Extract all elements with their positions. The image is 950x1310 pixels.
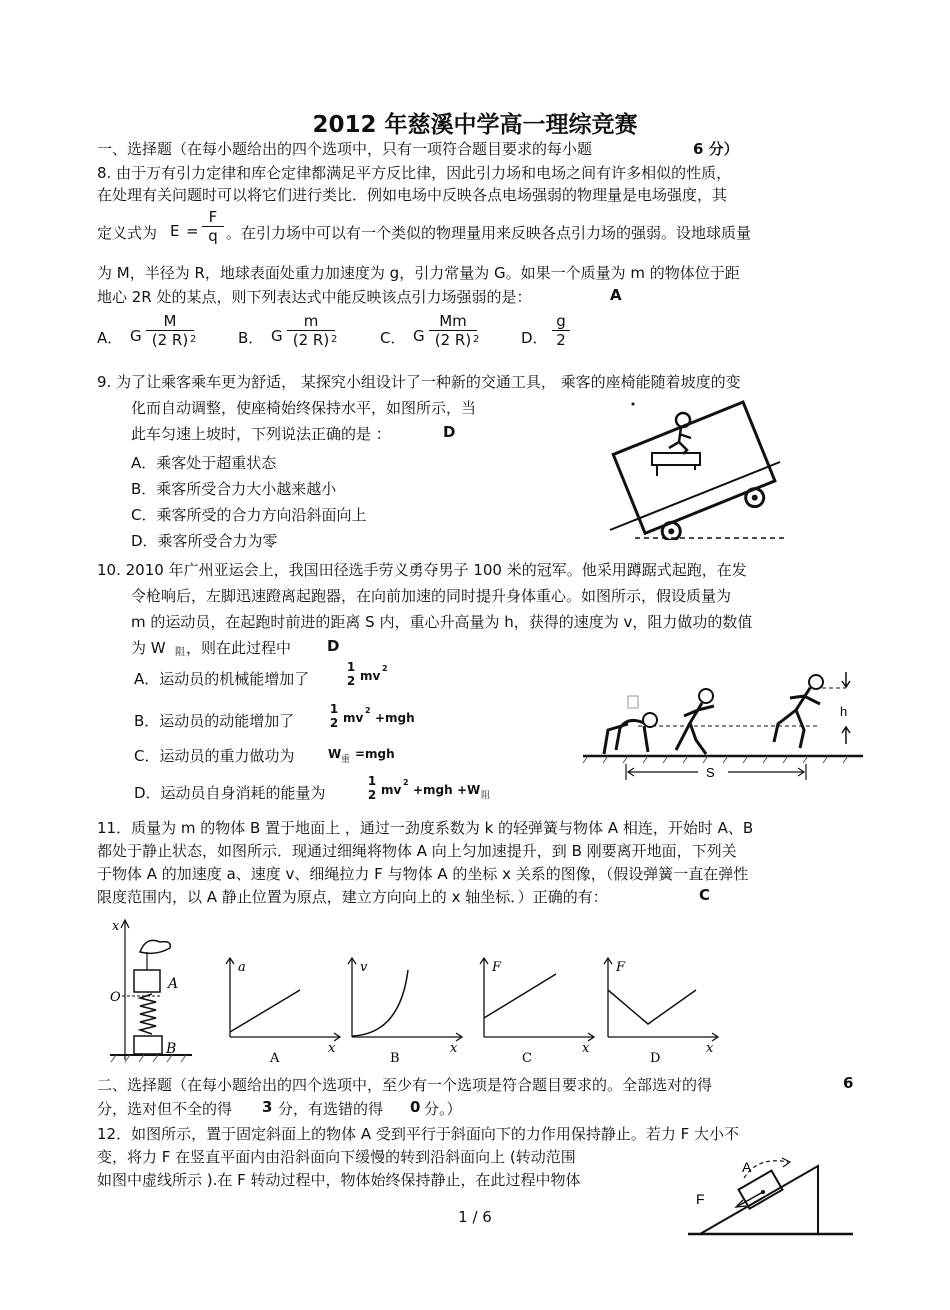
q10-line4-sub: 阻: [175, 647, 185, 658]
q10-option-d: D．运动员自身消耗的能量为: [134, 784, 326, 802]
q10-d-half-den: 2: [367, 788, 377, 802]
q8-option-b-num: m: [303, 312, 319, 330]
q8-option-a-label: A．: [97, 329, 123, 347]
section1-heading: 一、选择题（在每小题给出的四个选项中，只有一项符合题目要求的每小题: [97, 140, 593, 158]
q11-fig-x: x: [112, 919, 120, 934]
section2-line2-a: 分，选对但不全的得: [97, 1100, 233, 1118]
q9-line2: 化而自动调整，使座椅始终保持水平，如图所示，当: [131, 399, 477, 417]
q8-line2: 在处理有关问题时可以将它们进行类比．例如电场中反映各点电场强弱的物理量是电场强度，其: [97, 186, 728, 204]
section2-line1: 二、选择题（在每小题给出的四个选项中，至少有一个选项是符合题目要求的。全部选对的得: [97, 1076, 713, 1094]
q10-line4-a: 为 W: [131, 639, 166, 657]
q12-line2: 变，将力 F 在竖直平面内由沿斜面向下缓慢的转到沿斜面向上 (转动范围: [97, 1148, 576, 1166]
q10-answer: D: [327, 637, 340, 655]
q10-option-b-sq: 2: [365, 706, 371, 715]
q10-option-c-sub: 重: [341, 755, 351, 765]
q10-b-half-num: 1: [329, 702, 339, 716]
q10-line2: 令枪响后，左脚迅速蹬离起跑器，在向前加速的同时提升身体重心。如图所示，假设质量为: [131, 587, 732, 605]
q8-F: F: [208, 208, 218, 226]
q8-line4: 为 M，半径为 R，地球表面处重力加速度为 g，引力常量为 G。如果一个质量为 m 的物体位于距: [97, 264, 740, 282]
q10-option-d-sq: 2: [403, 778, 409, 787]
q9-line1: 9. 为了让乘客乘车更为舒适， 某探究小组设计了一种新的交通工具， 乘客的座椅能随着坡度的变: [97, 373, 741, 391]
q8-option-c-den: (2 R): [434, 331, 472, 349]
q9-option-c: C．乘客所受的合力方向沿斜面向上: [131, 506, 367, 524]
q10-option-c-mgh: =mgh: [355, 747, 395, 761]
q10-option-a: A．运动员的机械能增加了: [134, 670, 310, 688]
q10-option-a-half: [345, 660, 357, 688]
q11-graph-c-xlabel: x: [582, 1041, 590, 1056]
q9-option-d: D．乘客所受合力为零: [131, 532, 278, 550]
q8-option-d-label: D．: [521, 329, 548, 347]
q8-line5: 地心 2R 处的某点，则下列表达式中能反映该点引力场强弱的是：: [97, 288, 532, 306]
q11-graph-d: [596, 952, 726, 1067]
q8-option-b-exp: 2: [331, 334, 338, 345]
section2-score-full: 6: [843, 1074, 854, 1092]
q10-b-half-den: 2: [329, 716, 339, 730]
q10-option-b-mv: mv: [343, 711, 364, 725]
q8-option-a-den: (2 R): [151, 331, 189, 349]
q8-option-a-G: G: [130, 327, 142, 345]
section2-line2-b: 分，有选错的得: [278, 1100, 384, 1118]
q11-graph-b-xlabel: x: [450, 1041, 458, 1056]
q8-option-b-frac: [287, 312, 338, 349]
page-number: 1 / 6: [458, 1208, 492, 1226]
q11-figure-spring: [100, 912, 200, 1067]
q11-line1: 11．质量为 m 的物体 B 置于地面上 ，通过一劲度系数为 k 的轻弹簧与物体 A 相连，开始时 A、B: [97, 819, 754, 837]
q10-a-half-den: 2: [346, 674, 356, 688]
q8-option-c-G: G: [413, 327, 425, 345]
q8-option-b-den: (2 R): [292, 331, 330, 349]
q11-graph-b: [340, 952, 470, 1067]
q10-option-b-half: [328, 702, 340, 730]
q11-fig-O: O: [110, 990, 121, 1005]
q11-line4: 限度范围内，以 A 静止位置为原点，建立方向向上的 x 轴坐标．）正确的有：: [97, 888, 608, 906]
q9-answer: D: [443, 423, 456, 441]
q9-figure-car-on-slope: [595, 390, 795, 540]
q8-eq: =: [186, 222, 199, 240]
q9-option-b: B．乘客所受合力大小越来越小: [131, 480, 337, 498]
q8-option-a-num: M: [163, 312, 177, 330]
q8-q: q: [208, 227, 218, 245]
q10-option-a-mv: mv: [360, 669, 381, 683]
q10-fig-S: S: [706, 765, 715, 780]
q10-line4-b: ，则在此过程中: [186, 639, 292, 657]
q12-fig-A: A: [742, 1159, 752, 1175]
q11-graph-c-ylabel: F: [492, 960, 502, 975]
q11-line3: 于物体 A 的加速度 a、速度 v、细绳拉力 F 与物体 A 的坐标 x 关系的图像，（假设弹簧一直在弹性: [97, 865, 749, 883]
q8-option-b-G: G: [271, 327, 283, 345]
q8-option-c-frac: [429, 312, 480, 349]
section2-line2-c: 分。）: [424, 1100, 462, 1118]
q11-graph-d-ylabel: F: [616, 960, 626, 975]
q8-option-a-frac: [146, 312, 197, 349]
q11-graph-c-caption: C: [522, 1051, 532, 1066]
q11-graph-a-caption: A: [270, 1051, 280, 1066]
q10-figure-sprinter: [578, 668, 868, 788]
q10-line1: 10. 2010 年广州亚运会上，我国田径选手劳义勇夺男子 100 米的冠军。他采用蹲踞式起跑，在发: [97, 561, 747, 579]
q8-answer: A: [610, 286, 622, 304]
q11-answer: C: [699, 886, 711, 904]
q10-option-c: C．运动员的重力做功为: [134, 747, 295, 765]
q12-fig-F: F: [696, 1191, 705, 1207]
q8-option-c-num: Mm: [439, 312, 467, 330]
q8-E: E: [170, 222, 180, 240]
q11-fig-A: A: [168, 976, 179, 992]
q8-option-d-den: 2: [556, 331, 566, 349]
q8-fraction: [202, 208, 224, 245]
q12-figure-incline: [678, 1148, 858, 1248]
q10-option-c-W: W: [328, 747, 342, 761]
q8-line1: 8. 由于万有引力定律和库仑定律都满足平方反比律，因此引力场和电场之间有许多相似的性质，: [97, 164, 732, 182]
q10-option-a-sq: 2: [382, 664, 388, 673]
q9-line3: 此车匀速上坡时，下列说法正确的是 ：: [131, 425, 391, 443]
q8-def-suffix: 。在引力场中可以有一个类似的物理量用来反映各点引力场的强弱。设地球质量: [226, 224, 752, 242]
q10-option-d-mgh: +mgh: [413, 783, 453, 797]
q11-line2: 都处于静止状态，如图所示．现通过细绳将物体 A 向上匀加速提升，到 B 刚要离开地面，下列关: [97, 842, 737, 860]
q11-graph-c: [472, 952, 602, 1067]
section2-score-wrong: 0: [410, 1098, 421, 1116]
q9-option-a: A．乘客处于超重状态: [131, 454, 277, 472]
q10-option-b-mgh: +mgh: [375, 711, 415, 725]
q11-graph-d-caption: D: [650, 1051, 661, 1066]
q10-fig-h: h: [840, 704, 848, 719]
q8-option-c-exp: 2: [473, 334, 480, 345]
q11-graph-d-xlabel: x: [706, 1041, 714, 1056]
q8-option-d-num: g: [556, 312, 566, 330]
q11-graph-b-caption: B: [390, 1051, 400, 1066]
q11-graph-a-xlabel: x: [328, 1041, 336, 1056]
q11-graph-b-ylabel: v: [360, 960, 368, 975]
q10-option-d-mv: mv: [381, 783, 402, 797]
q12-line1: 12．如图所示，置于固定斜面上的物体 A 受到平行于斜面向下的力作用保持静止。若力 F 大小不: [97, 1125, 740, 1143]
q8-option-c-label: C．: [380, 329, 406, 347]
q10-line3: m 的运动员，在起跑时前进的距离 S 内，重心升高量为 h，获得的速度为 v，阻力做功的数值: [131, 613, 753, 631]
q10-option-d-sub: 阻: [481, 791, 491, 801]
q8-option-a-exp: 2: [190, 334, 197, 345]
q8-option-d-frac: [552, 312, 570, 349]
q12-line3: 如图中虚线所示 ).在 F 转动过程中，物体始终保持静止，在此过程中物体: [97, 1171, 581, 1189]
q8-def-prefix: 定义式为: [97, 224, 158, 242]
page-title: 2012 年慈溪中学高一理综竞赛: [312, 112, 638, 138]
section1-score: 6 分）: [693, 140, 739, 158]
q11-graph-a-ylabel: a: [238, 960, 246, 975]
q11-fig-B: B: [166, 1041, 177, 1057]
section2-score-partial: 3: [262, 1098, 273, 1116]
q10-option-b: B．运动员的动能增加了: [134, 712, 295, 730]
q11-graph-a: [218, 952, 348, 1067]
q8-option-b-label: B．: [238, 329, 264, 347]
q10-option-d-W: +W: [457, 783, 481, 797]
q10-a-half-num: 1: [346, 660, 356, 674]
q10-d-half-num: 1: [367, 774, 377, 788]
q10-option-d-half: [366, 774, 378, 802]
